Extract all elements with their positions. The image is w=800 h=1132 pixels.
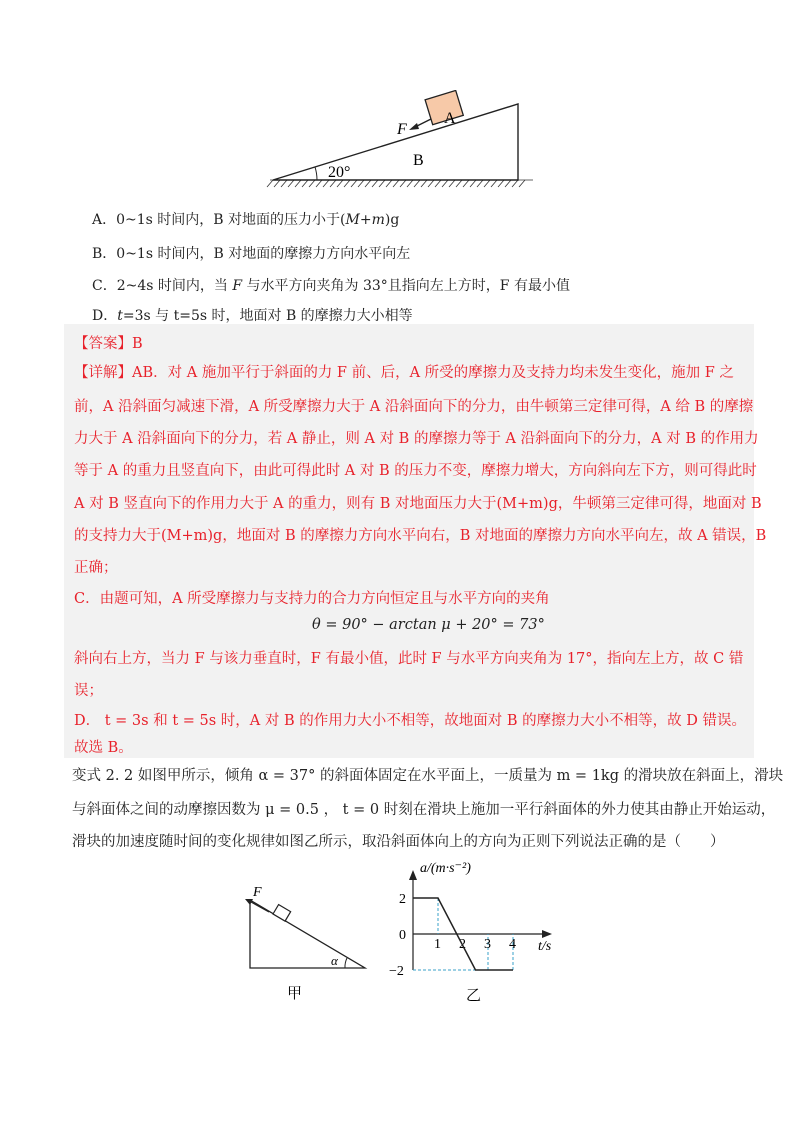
hatch-mark (435, 180, 441, 187)
x-axis-label: t/s (538, 939, 552, 954)
hatch-mark (463, 180, 469, 187)
option-b (92, 244, 410, 264)
angle-label: 20° (328, 164, 351, 181)
x-tick-label: 1 (434, 937, 441, 952)
label-B: B (413, 152, 424, 169)
hatch-mark (344, 180, 350, 187)
hatch-mark (267, 180, 273, 187)
caption-yi: 乙 (466, 988, 482, 1004)
option-text: ．0~1s 时间内，B 对地面的摩擦力方向水平向左 (102, 246, 411, 262)
hatch-mark (288, 180, 294, 187)
hatch-mark (337, 180, 343, 187)
option-letter: C (92, 278, 103, 294)
at-graph (370, 858, 570, 1010)
hatch-mark (330, 180, 336, 187)
arrow-head-F (409, 123, 419, 130)
option-var: F (232, 278, 243, 294)
angle-label: α (331, 953, 338, 968)
hatch-mark (400, 180, 406, 187)
tick-labels (389, 892, 516, 979)
y-tick-label: −2 (389, 964, 404, 979)
angle-arc (345, 958, 347, 968)
detail-line: A 对 B 竖直向下的作用力大于 A 的重力，则有 B 对地面压力大于(M+m)g，牛顿第三定律可得，地面对 B (74, 496, 762, 512)
option-c (92, 276, 570, 296)
hatch-mark (456, 180, 462, 187)
hatch-mark (519, 180, 525, 187)
hatch-mark (470, 180, 476, 187)
x-axis-arrow (542, 930, 552, 938)
option-text: =3s 与 t=5s 时，地面对 B 的摩擦力大小相等 (122, 308, 413, 324)
after-line: 故选 B。 (74, 740, 133, 756)
hatch-mark (428, 180, 434, 187)
option-letter: B (92, 246, 103, 262)
caption-jia: 甲 (287, 986, 303, 1002)
hatch-mark (302, 180, 308, 187)
angle-arc (315, 167, 317, 180)
option-text: ． (103, 308, 118, 324)
hatch-mark (449, 180, 455, 187)
incline-figure-jia (235, 880, 375, 1010)
after-line: D． t = 3s 和 t = 5s 时，A 对 B 的作用力大小不相等，故地面对 B 的摩擦力大小不相等，故 D 错误。 (74, 713, 746, 729)
detail-line: 等于 A 的重力且竖直向下，由此可得此时 A 对 B 的压力不变，摩擦力增大，方向斜向左下方，则可得此时 (74, 463, 757, 479)
ground-hatch (267, 180, 533, 187)
question-line: 滑块的加速度随时间的变化规律如图乙所示，取沿斜面体向上的方向为正则下列说法正确的是（ ） (72, 834, 725, 850)
detail-line: 【详解】AB．对 A 施加平行于斜面的力 F 前、后，A 所受的摩擦力及支持力均未发生变化，施加 F 之 (74, 365, 734, 381)
detail-line: 正确； (74, 560, 118, 576)
hatch-mark (414, 180, 420, 187)
hatch-mark (379, 180, 385, 187)
hatch-mark (365, 180, 371, 187)
incline-figure-top (265, 90, 545, 190)
hatch-mark (477, 180, 483, 187)
y-tick-label: 0 (399, 928, 406, 943)
formula: θ = 90° − arctan μ + 20° = 73° (312, 617, 545, 633)
label-A: A (444, 110, 456, 127)
hatch-mark (274, 180, 280, 187)
y-axis-label: a/(m·s⁻²) (420, 861, 471, 876)
detail-line: C．由题可知，A 所受摩擦力与支持力的合力方向恒定且与水平方向的夹角 (74, 591, 550, 607)
incline-body (250, 900, 365, 968)
hatch-mark (484, 180, 490, 187)
hatch-mark (295, 180, 301, 187)
hatch-mark (407, 180, 413, 187)
option-var: M+m (345, 212, 385, 228)
question-line: 变式 2. 2 如图甲所示，倾角 α = 37° 的斜面体固定在水平面上，一质量为 m = 1kg 的滑块放在斜面上，滑块 (72, 768, 784, 784)
hatch-mark (386, 180, 392, 187)
hatch-mark (505, 180, 511, 187)
hatch-mark (309, 180, 315, 187)
detail-line: 前，A 沿斜面匀减速下滑，A 所受摩擦力大于 A 沿斜面向下的分力，由牛顿第三定律可得，A 给 B 的摩擦 (74, 399, 754, 415)
hatch-mark (498, 180, 504, 187)
option-letter: A (92, 212, 103, 228)
label-F: F (397, 121, 407, 138)
hatch-mark (512, 180, 518, 187)
option-text: ．0~1s 时间内，B 对地面的压力小于( (102, 212, 346, 228)
hatch-mark (281, 180, 287, 187)
option-letter: D (92, 308, 104, 324)
y-tick-label: 2 (399, 892, 406, 907)
after-line: 误； (74, 683, 103, 699)
force-arrow (251, 902, 269, 912)
hatch-mark (421, 180, 427, 187)
option-var: t (117, 308, 123, 324)
option-text: ．2~4s 时间内，当 (102, 278, 233, 294)
x-tick-label: 4 (509, 937, 516, 952)
option-d (92, 306, 413, 326)
detail-line: 的支持力大于(M+m)g，地面对 B 的摩擦力方向水平向右，B 对地面的摩擦力方向水平向左，故 A 错误，B (74, 528, 767, 544)
x-tick-label: 2 (459, 937, 466, 952)
hatch-mark (323, 180, 329, 187)
detail-line: 力大于 A 沿斜面向下的分力，若 A 静止，则 A 对 B 的摩擦力等于 A 沿斜面向下的分力，A 对 B 的作用力 (74, 431, 759, 447)
hatch-mark (442, 180, 448, 187)
answer-label: 【答案】B (74, 336, 143, 352)
hatch-mark (372, 180, 378, 187)
hatch-mark (351, 180, 357, 187)
hatch-mark (316, 180, 322, 187)
incline-B (273, 104, 518, 180)
hatch-mark (491, 180, 497, 187)
option-a (92, 210, 399, 230)
y-axis-arrow (409, 870, 417, 880)
hatch-mark (393, 180, 399, 187)
slider-block (273, 905, 291, 922)
label-F: F (253, 885, 262, 900)
option-text: )g (384, 212, 400, 228)
after-line: 斜向右上方，当力 F 与该力垂直时，F 有最小值，此时 F 与水平方向夹角为 17°，指向左上方，故 C 错 (74, 651, 744, 667)
x-tick-label: 3 (484, 937, 491, 952)
option-text: 与水平方向夹角为 33°且指向左上方时，F 有最小值 (242, 278, 570, 294)
hatch-mark (358, 180, 364, 187)
question-line: 与斜面体之间的动摩擦因数为 μ = 0.5 ， t = 0 时刻在滑块上施加一平行斜面体的外力使其由静止开始运动， (72, 802, 776, 818)
